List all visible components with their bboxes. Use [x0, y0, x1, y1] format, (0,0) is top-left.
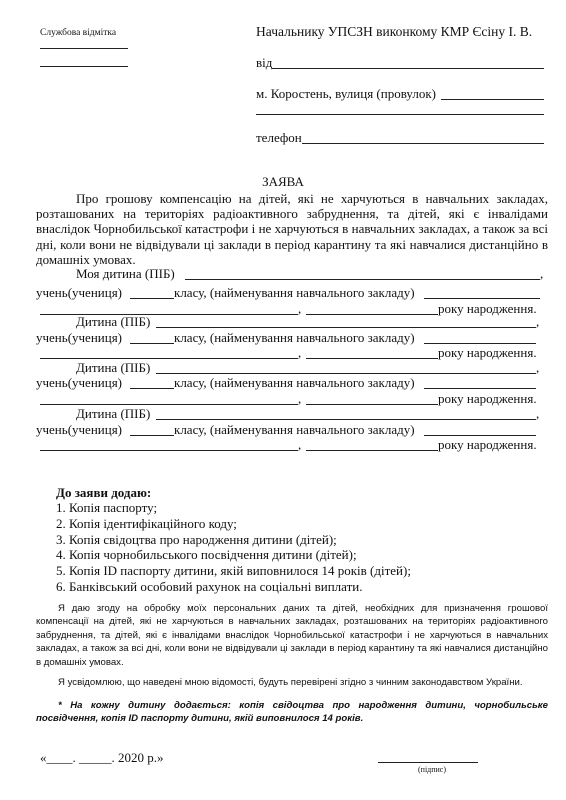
child-2-school-field[interactable] [424, 343, 536, 344]
office-mark-line-2[interactable] [40, 66, 128, 67]
attachment-note: * На кожну дитину додається: копія свідоцтва про народження дитини, чорнобильське посвідчення, копія ID паспорту дитини, якій виповнилося 14 років. [36, 700, 548, 725]
child-2-label: Дитина (ПІБ) [76, 314, 151, 329]
date-field[interactable]: «____. _____. 2020 р.» [40, 750, 164, 765]
consent-paragraph: Я даю згоду на обробку моїх персональних даних та дітей, необхідних для призначення грошової компенсації на дітей, які не харчуються в навчальних закладах, розташованих на територіях радіоактивного забруднення, та дітей, які є інвалідами внаслідок Чорнобильської катастрофи і не харчуються в навчальних закладах, а також за всі дні, коли вони не відвідували ці заклади в період карантину та які навчалися дистанційно в домашніх умовах. [36, 603, 548, 668]
attachment-item: 5. Копія ID паспорту дитини, якій виповнилося 14 років (дітей); [56, 563, 411, 579]
child-2-student-label: учень(учениця) [36, 330, 123, 345]
child-3-student-label: учень(учениця) [36, 375, 123, 390]
attachments-heading: До заяви додаю: [56, 485, 152, 500]
attachments-list [56, 500, 411, 595]
child-1-school-field[interactable] [424, 298, 540, 299]
child-3-grade-field[interactable] [130, 388, 174, 389]
child-1-grade-field[interactable] [130, 298, 174, 299]
from-field[interactable] [272, 68, 544, 69]
signature-field[interactable] [378, 762, 478, 763]
child-2-class-label: класу, (найменування навчального закладу) [174, 330, 415, 345]
child-3-class-label: класу, (найменування навчального закладу) [174, 375, 415, 390]
child-4-student-label: учень(учениця) [36, 422, 123, 437]
phone-field[interactable] [302, 143, 544, 144]
child-3-school-field[interactable] [424, 388, 536, 389]
child-3-birth-field[interactable] [306, 404, 438, 405]
child-3-birth-label: року народження. [438, 391, 537, 406]
child-2-school-field-2[interactable] [40, 358, 298, 359]
child-1-name-field[interactable] [185, 279, 540, 280]
child-1-student-label: учень(учениця) [36, 285, 123, 300]
child-3-school-field-2[interactable] [40, 404, 298, 405]
addressee: Начальнику УПСЗН виконкому КМР Єсіну І. В. [256, 24, 533, 39]
address-label: м. Коростень, вулиця (провулок) [256, 86, 436, 101]
acknowledgement-paragraph: Я усвідомлюю, що наведені мною відомості, будуть перевірені згідно з чинним законодавством України. [58, 677, 523, 688]
child-1-birth-label: року народження. [438, 301, 537, 316]
attachment-item: 6. Банківський особовий рахунок на соціальні виплати. [56, 578, 363, 594]
child-4-class-label: класу, (найменування навчального закладу) [174, 422, 415, 437]
child-4-label: Дитина (ПІБ) [76, 406, 151, 421]
child-3-label: Дитина (ПІБ) [76, 360, 151, 375]
child-2-birth-label: року народження. [438, 345, 537, 360]
attachment-item: 1. Копія паспорту; [56, 500, 158, 515]
child-4-birth-label: року народження. [438, 437, 537, 452]
child-2-grade-field[interactable] [130, 343, 174, 344]
child-4-name-field[interactable] [156, 419, 536, 420]
child-2-birth-field[interactable] [306, 358, 438, 359]
office-mark-line-1[interactable] [40, 48, 128, 49]
document-title: ЗАЯВА [262, 174, 304, 189]
child-2-name-field[interactable] [156, 327, 536, 328]
child-1-birth-field[interactable] [306, 314, 438, 315]
child-4-grade-field[interactable] [130, 435, 174, 436]
child-4-birth-field[interactable] [306, 450, 438, 451]
attachment-item: 3. Копія свідоцтва про народження дитини (дітей); [56, 531, 337, 547]
attachment-item: 4. Копія чорнобильського посвідчення дитини (дітей); [56, 547, 357, 563]
signature-label: (підпис) [418, 765, 447, 774]
intro-paragraph: Про грошову компенсацію на дітей, які не харчуються в навчальних закладах, розташованих на територіях радіоактивного забруднення, та дітей, які є інвалідами внаслідок Чорнобильської катастрофи і не харчуються в навчальних закладах, а також за всі дні, коли вони не відвідували ці заклади в період карантину та які навчалися дистанційно в домашніх умовах. [36, 191, 548, 267]
address-field[interactable] [441, 99, 544, 100]
child-1-class-label: класу, (найменування навчального закладу) [174, 285, 415, 300]
from-label: від [256, 55, 273, 70]
child-1-label: Моя дитина (ПІБ) [76, 266, 175, 281]
attachment-item: 2. Копія ідентифікаційного коду; [56, 515, 237, 531]
child-3-name-field[interactable] [156, 373, 536, 374]
office-mark-label: Службова відмітка [40, 28, 117, 38]
phone-label: телефон [256, 130, 302, 145]
child-4-school-field[interactable] [424, 435, 536, 436]
address-field-line-2[interactable] [256, 114, 544, 115]
child-4-school-field-2[interactable] [40, 450, 298, 451]
